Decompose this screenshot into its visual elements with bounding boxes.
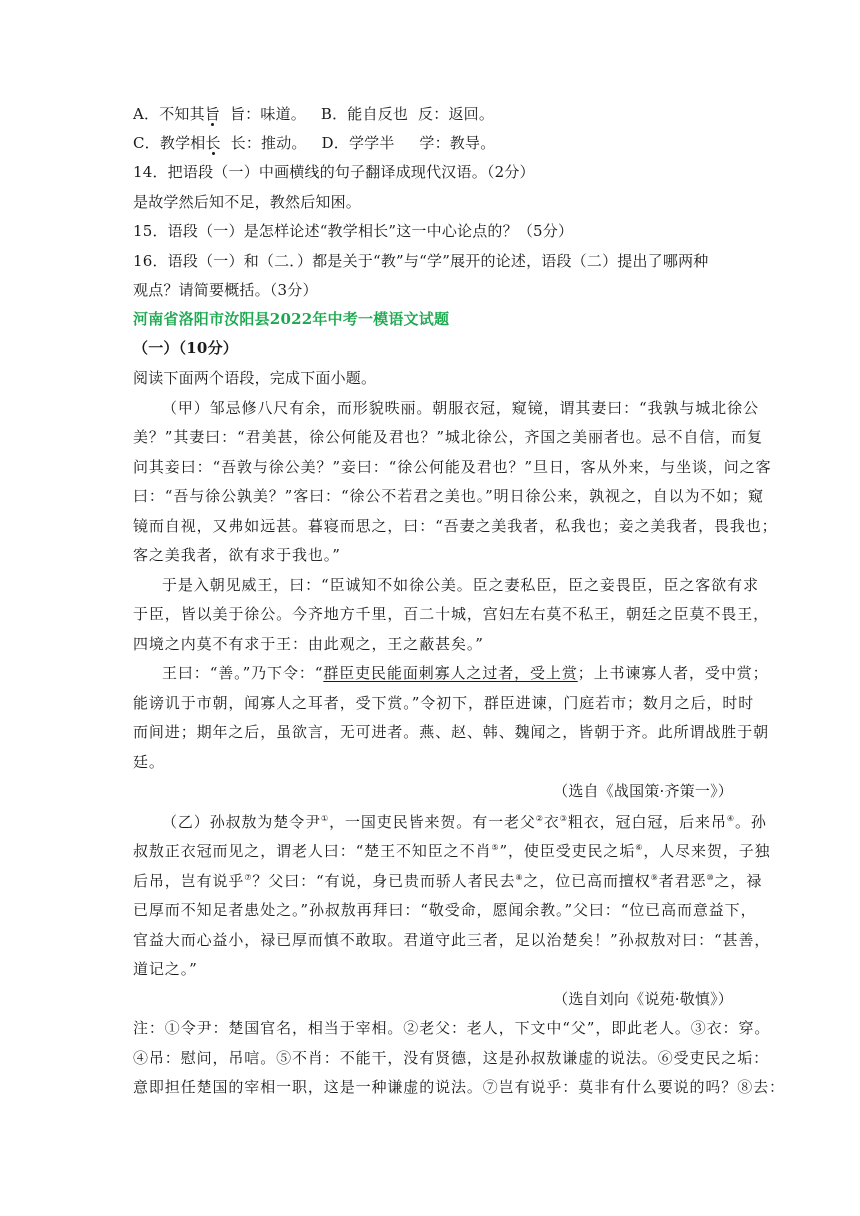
section-title: 河南省洛阳市汝阳县2022年中考一模语文试题 bbox=[133, 310, 450, 328]
notes-line: 注：①令尹：楚国官名，相当于宰相。②老父：老人，下文中“父”，即此老人。③衣：穿。 bbox=[133, 1019, 771, 1037]
option-a-b-text: 旨：味道。 B．能自反也 反：返回。 bbox=[220, 105, 495, 123]
passage-jia-line: 于是入朝见威王，曰：“臣诚知不如徐公美。臣之妻私臣，臣之妾畏臣，臣之客欲有求 bbox=[162, 576, 759, 594]
passage-jia-line: 四境之内莫不有求于王：由此观之，王之蔽甚矣。” bbox=[133, 635, 484, 653]
notes-line: ④吊：慰问，吊唁。⑤不肖：不能干，没有贤德，这是孙叔敖谦虚的说法。⑥受吏民之垢： bbox=[133, 1049, 770, 1067]
source-citation: （选自刘向《说苑·敬慎》） bbox=[553, 990, 733, 1008]
passage-jia-line: 镜而自视，又弗如远甚。暮寝而思之，曰：“吾妻之美我者，私我也；妾之美我者，畏我也； bbox=[133, 517, 778, 535]
text-span: ”，使臣受吏民之垢 bbox=[499, 842, 636, 860]
source-citation: （选自《战国策·齐策一》） bbox=[553, 782, 733, 800]
passage-yi-line: 官益大而心益小，禄已厚而慎不敢取。君道守此三者，足以治楚矣！”孙叔敖对曰：“甚善， bbox=[133, 931, 771, 949]
footnote-marker: ⑦ bbox=[244, 873, 253, 882]
text-span: 衣 bbox=[543, 813, 560, 831]
footnote-marker: ⑧ bbox=[515, 873, 524, 882]
footnote-marker: ⑤ bbox=[491, 843, 500, 852]
passage-yi-line bbox=[133, 871, 763, 891]
passage-jia-line: 曰：“吾与徐公孰美？”客曰：“徐公不若君之美也。”明日徐公来，孰视之，自以为不如；窥 bbox=[133, 487, 764, 505]
option-c-dotted-char: 长 bbox=[205, 134, 221, 152]
underlined-sentence: 群臣吏民能面刺寡人之过者，受上赏 bbox=[323, 664, 578, 682]
option-a-dotted-char: 旨 bbox=[204, 105, 221, 123]
text-span: 之，位已高而擅权 bbox=[523, 872, 651, 890]
text-span: 后吊，岂有说乎 bbox=[133, 872, 245, 890]
passage-jia-line: 于臣，皆以美于徐公。今齐地方千里，百二十城，宫妇左右莫不私王，朝廷之臣莫不畏王， bbox=[133, 605, 770, 623]
text-span: ；上书谏寡人者，受中赏； bbox=[577, 664, 769, 682]
text-span: 王曰：“善。”乃下令：“ bbox=[162, 664, 324, 682]
passage-jia-line: 能谤讥于市朝，闻寡人之耳者，受下赏。”令初下，群臣进谏，门庭若市；数月之后，时时 bbox=[133, 694, 755, 712]
passage-jia-line-underlined bbox=[162, 663, 769, 683]
instruction: 阅读下面两个语段，完成下面小题。 bbox=[133, 369, 377, 387]
question-14: 14．把语段（一）中画横线的句子翻译成现代汉语。（2分） bbox=[133, 163, 535, 181]
options-ab bbox=[133, 104, 733, 124]
question-14-sentence: 是故学然后知不足，教然后知困。 bbox=[133, 193, 362, 211]
text-span: （乙）孙叔敖为楚令尹 bbox=[162, 813, 322, 831]
question-15: 15．语段（一）是怎样论述“教学相长”这一中心论点的？（5分） bbox=[133, 222, 574, 240]
options-cd bbox=[133, 133, 733, 153]
text-span: 者君恶 bbox=[658, 872, 707, 890]
passage-jia-line: 美？”其妻曰：“君美甚，徐公何能及君也？”城北徐公，齐国之美丽者也。忌不自信，而复 bbox=[133, 428, 763, 446]
passage-jia-line: 廷。 bbox=[133, 753, 165, 771]
text-span: ？父曰：“有说，身已贵而骄人者民去 bbox=[252, 872, 516, 890]
footnote-marker: ① bbox=[321, 814, 330, 823]
passage-jia-line: 问其妾曰：“吾敦与徐公美？”妾曰：“徐公何能及君也？”旦日，客从外来，与坐谈，问之客 bbox=[133, 458, 772, 476]
footnote-marker: ④ bbox=[726, 814, 735, 823]
text-span: 粗衣，冠白冠，后来吊 bbox=[567, 813, 727, 831]
passage-jia-line: 客之美我者，欲有求于我也。” bbox=[133, 546, 341, 564]
section-label: （一）（10分） bbox=[133, 339, 238, 357]
question-16-line-1: 16．语段（一）和（二．）都是关于“教”与“学”展开的论述，语段（二）提出了哪两种 bbox=[133, 252, 709, 270]
passage-yi-line: 道记之。” bbox=[133, 960, 198, 978]
text-span: ，人尽来贺，子独 bbox=[643, 842, 771, 860]
passage-yi-line bbox=[162, 812, 767, 832]
footnote-marker: ② bbox=[535, 814, 544, 823]
question-16-line-2: 观点？请简要概括。（3分） bbox=[133, 281, 318, 299]
option-c-d-text: 长：推动。 D．学学半 学：教导。 bbox=[220, 134, 496, 152]
passage-jia-line: （甲）邹忌修八尺有余，而形貌昳丽。朝服衣冠，窥镜，谓其妻曰：“我孰与城北徐公 bbox=[162, 399, 759, 417]
text-span: 之，禄 bbox=[714, 872, 763, 890]
notes-line: 意即担任楚国的宰相一职，这是一种谦虚的说法。⑦岂有说乎：莫非有什么要说的吗？⑧去： bbox=[133, 1078, 785, 1096]
option-c-text: C．教学相 bbox=[133, 134, 206, 152]
passage-yi-line bbox=[133, 841, 771, 861]
text-span: ，一国吏民皆来贺。有一老父 bbox=[329, 813, 536, 831]
footnote-marker: ⑩ bbox=[706, 873, 715, 882]
footnote-marker: ⑨ bbox=[650, 873, 659, 882]
passage-jia-line: 而间进；期年之后，虽欲言，无可进者。燕、赵、韩、魏闻之，皆朝于齐。此所谓战胜于朝 bbox=[133, 723, 770, 741]
text-span: 叔敖正衣冠而见之，谓老人曰：“楚王不知臣之不肖 bbox=[133, 842, 492, 860]
passage-yi-line: 已厚而不知足者患处之。”孙叔敖再拜曰：“敬受命，愿闻余教。”父曰：“位已高而意益下， bbox=[133, 901, 757, 919]
text-span: 。孙 bbox=[734, 813, 767, 831]
footnote-marker: ③ bbox=[559, 814, 568, 823]
option-a-text: A．不知其 bbox=[133, 105, 205, 123]
footnote-marker: ⑥ bbox=[635, 843, 644, 852]
